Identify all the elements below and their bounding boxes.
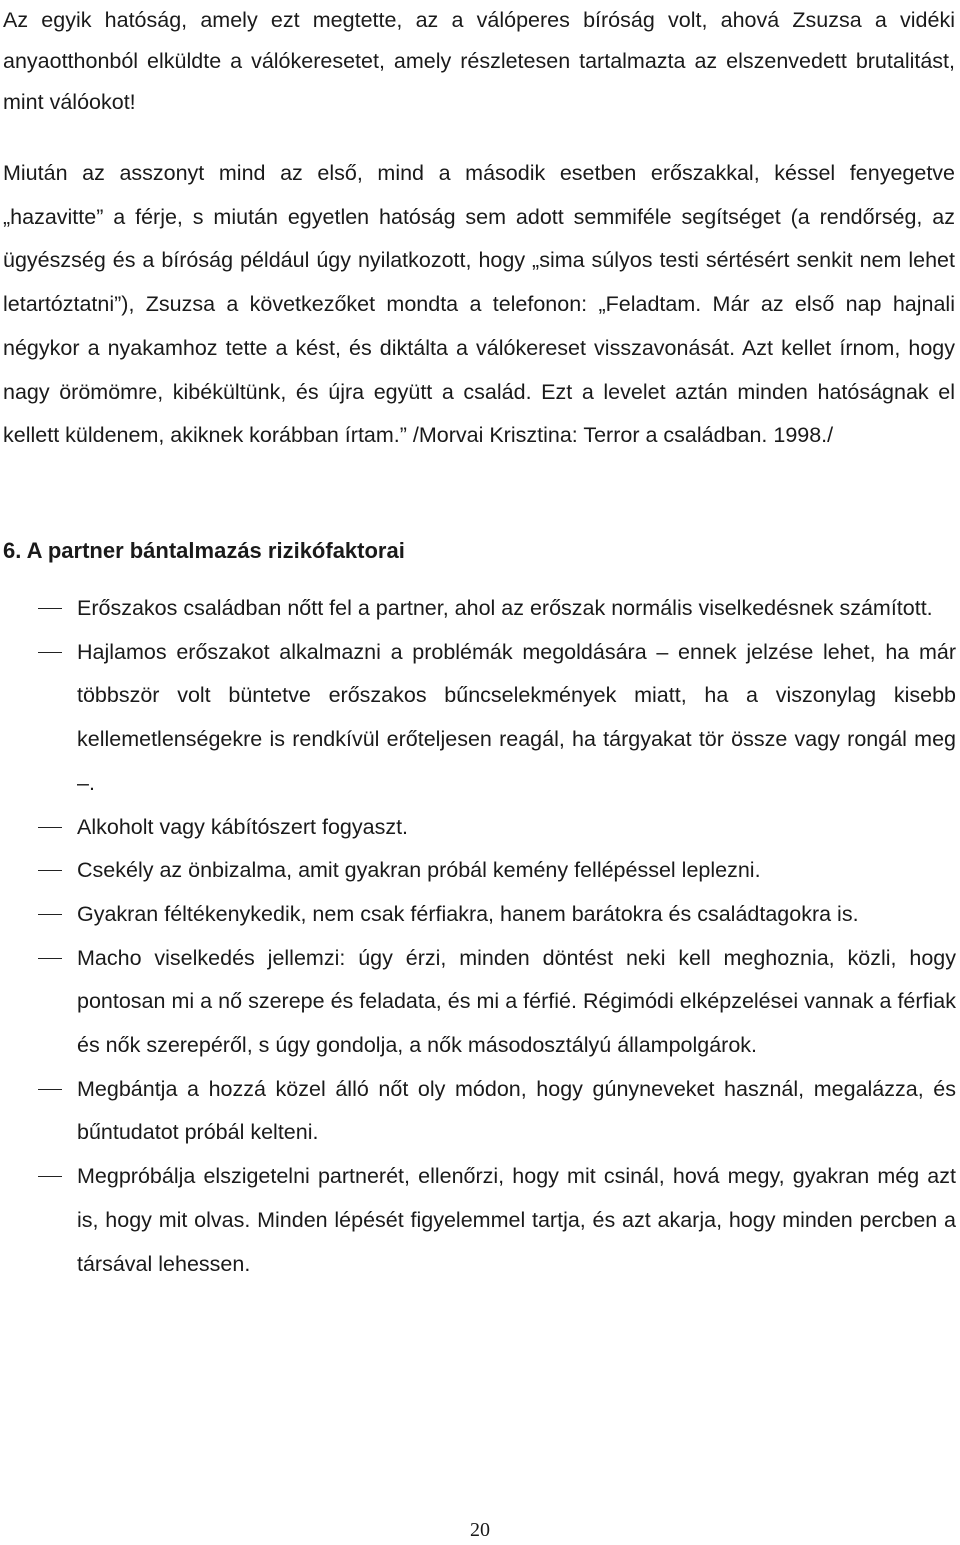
- list-item: [0, 849, 960, 893]
- list-item-text: Macho viselkedés jellemzi: úgy érzi, minden döntést neki kell meghoznia, közli, hogy pontosan mi a nő szerepe és feladata, és mi a férfié. Régimódi elképzelései vannak a férfiak és nők szerepéről, s úgy gondolja, a nők másodosztályú állampolgárok.: [77, 945, 956, 1058]
- list-item: [0, 1155, 960, 1286]
- list-item-text: Hajlamos erőszakot alkalmazni a problémák megoldására – ennek jelzése lehet, ha már többször volt büntetve erőszakos bűncselekmények miatt, ha a viszonylag kisebb kellemetlenségekre is rendkívül erőteljesen reagál, ha tárgyakat tör össze vagy rongál meg –.: [77, 639, 956, 795]
- list-item: [0, 893, 960, 937]
- dash-bullet-icon: [38, 1176, 62, 1177]
- section-heading: 6. A partner bántalmazás rizikófaktorai: [3, 538, 405, 563]
- dash-bullet-icon: [38, 1089, 62, 1090]
- list-item: [0, 631, 960, 806]
- list-item-text: Megbántja a hozzá közel álló nőt oly módon, hogy gúnyneveket használ, megalázza, és bűntudatot próbál kelteni.: [77, 1076, 956, 1145]
- list-item: [0, 587, 960, 631]
- paragraph-quote: Miután az asszonyt mind az első, mind a második esetben erőszakkal, késsel fenyegetve „hazavitte” a férje, s miután egyetlen hatóság sem adott semmiféle segítséget (a rendőrség, az ügyészség és a bíróság például úgy nyilatkozott, hogy „sima súlyos testi sértésért senkit nem lehet letartóztatni”), Zsuzsa a következőket mondta a telefonon: „Feladtam. Már az első nap hajnali négykor a nyakamhoz tette a kést, és diktálta a válókereset visszavonását. Azt kellet írnom, hogy nagy örömömre, kibékültünk, és újra együtt a család. Ezt a levelet aztán minden hatóságnak el kellett küldenem, akiknek korábban írtam.” /Morvai Krisztina: Terror a családban. 1998./: [3, 161, 955, 448]
- dash-bullet-icon: [38, 914, 62, 915]
- list-item-text: Gyakran féltékenykedik, nem csak férfiakra, hanem barátokra és családtagokra is.: [77, 901, 859, 926]
- list-item-text: Csekély az önbizalma, amit gyakran próbál kemény fellépéssel leplezni.: [77, 858, 761, 883]
- risk-factor-list: [0, 587, 960, 1286]
- list-item-text: Erőszakos családban nőtt fel a partner, ahol az erőszak normális viselkedésnek számított.: [77, 596, 933, 620]
- list-item-text: Megpróbálja elszigetelni partnerét, ellenőrzi, hogy mit csinál, hová megy, gyakran még azt is, hogy mit olvas. Minden lépését figyelemmel tartja, és azt akarja, hogy minden percben a társával lehessen.: [77, 1164, 956, 1276]
- paragraph-intro: Az egyik hatóság, amely ezt megtette, az a válóperes bíróság volt, ahová Zsuzsa a vidéki anyaotthonból elküldte a válókeresetet, amely részletesen tartalmazta az elszenvedett brutalitást, mint válóokot!: [3, 8, 955, 114]
- list-item: [0, 937, 960, 1068]
- dash-bullet-icon: [38, 608, 62, 609]
- list-item: [0, 1068, 960, 1155]
- dash-bullet-icon: [38, 827, 62, 828]
- dash-bullet-icon: [38, 652, 62, 653]
- dash-bullet-icon: [38, 870, 62, 871]
- list-item-text: Alkoholt vagy kábítószert fogyaszt.: [77, 814, 409, 839]
- list-item: [0, 806, 960, 850]
- page-number: 20: [470, 1519, 490, 1541]
- dash-bullet-icon: [38, 958, 62, 959]
